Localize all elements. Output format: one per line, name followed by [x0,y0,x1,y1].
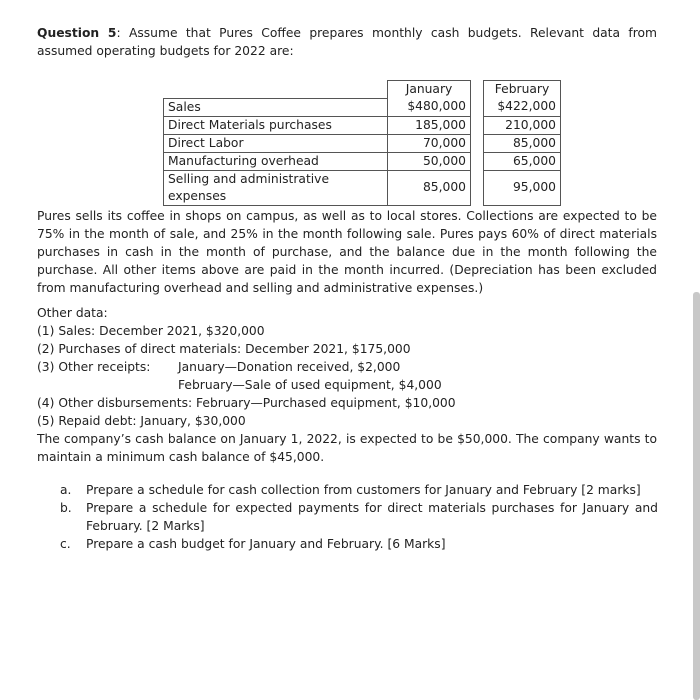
other-receipts-february: February—Sale of used equipment, $4,000 [178,378,442,392]
table-row [164,134,561,152]
question-label: Question 5 [37,26,117,40]
task-marker: b. [60,501,72,515]
task-text: Prepare a cash budget for January and February. [6 Marks] [86,537,446,551]
row-label: Selling and administrative expenses [164,170,388,205]
column-header-february: February [484,81,561,99]
task-marker: c. [60,537,71,551]
column-header-january: January [388,81,471,99]
table-row [164,116,561,134]
task-list [60,481,658,553]
cell-january: 185,000 [388,116,471,134]
question-text: : Assume that Pures Coffee prepares monthly cash budgets. Relevant data from assumed operating budgets for 2022 are: [37,26,657,58]
cell-january: 70,000 [388,134,471,152]
cell-february: $422,000 [484,98,561,116]
cell-february: 65,000 [484,152,561,170]
other-data-item-5: (5) Repaid debt: January, $30,000 [37,414,246,428]
other-data-item-1: (1) Sales: December 2021, $320,000 [37,324,265,338]
question-intro [37,24,657,60]
description-paragraph: Pures sells its coffee in shops on campus, as well as to local stores. Collections are expected to be 75% in the month of sale, and 25% in the month following sale. Pures pays 60% of direct materials purchases in cash in the month of purchase, and the balance due in the month following the purchase. All other items above are paid in the month incurred. (Depreciation has been excluded from manufacturing overhead and selling and administrative expenses.) [37,209,657,295]
task-text: Prepare a schedule for expected payments for direct materials purchases for January and February. [2 Marks] [86,501,658,533]
other-receipts-january: January—Donation received, $2,000 [178,360,401,374]
row-label: Manufacturing overhead [164,152,388,170]
budget-table [163,80,561,206]
list-item [60,535,658,553]
other-data-item-3 [37,358,400,376]
row-label: Sales [164,98,388,116]
task-marker: a. [60,483,72,497]
task-text: Prepare a schedule for cash collection from customers for January and February [2 marks] [86,483,641,497]
other-data-heading: Other data: [37,306,108,320]
cell-january: $480,000 [388,98,471,116]
table-row [164,152,561,170]
cell-january: 50,000 [388,152,471,170]
row-label: Direct Materials purchases [164,116,388,134]
other-data-item-4: (4) Other disbursements: February—Purchased equipment, $10,000 [37,396,456,410]
cell-february: 95,000 [484,170,561,205]
closing-paragraph: The company’s cash balance on January 1, 2022, is expected to be $50,000. The company wants to maintain a minimum cash balance of $45,000. [37,432,657,464]
table-row [164,98,561,116]
other-receipts-label: (3) Other receipts: [37,360,151,374]
list-item [60,499,658,535]
table-header-row [164,81,561,99]
cell-january: 85,000 [388,170,471,205]
cell-february: 85,000 [484,134,561,152]
table-row [164,170,561,205]
row-label: Direct Labor [164,134,388,152]
scrollbar-thumb[interactable] [693,292,700,700]
cell-february: 210,000 [484,116,561,134]
list-item [60,481,658,499]
other-data-item-2: (2) Purchases of direct materials: December 2021, $175,000 [37,342,411,356]
